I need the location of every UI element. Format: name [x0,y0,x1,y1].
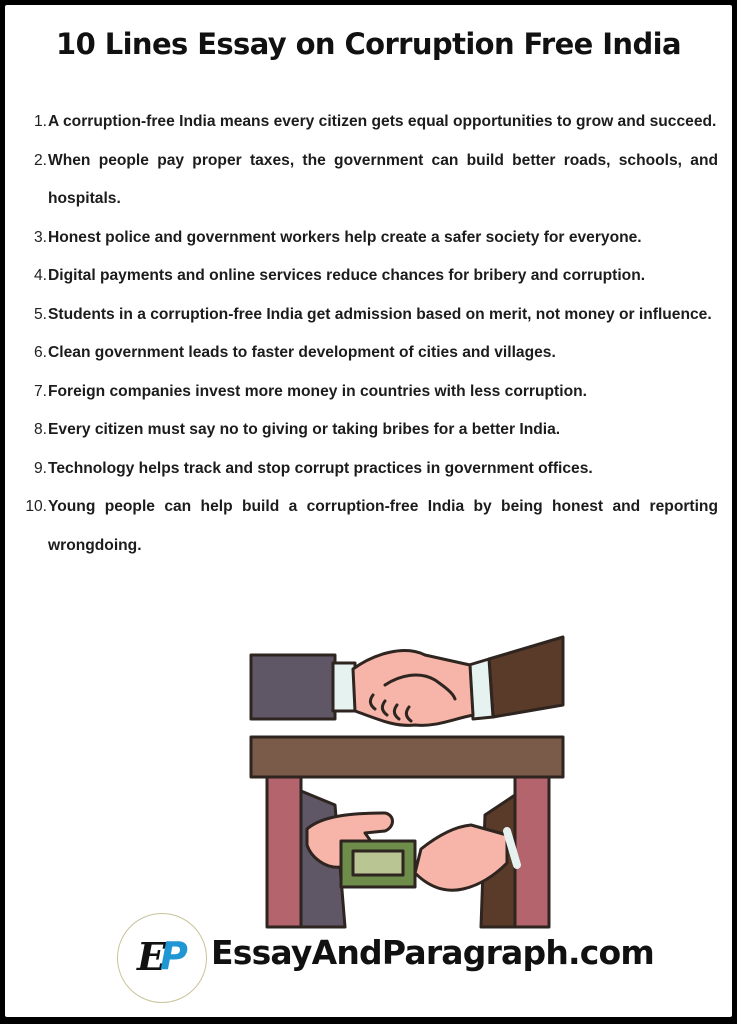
list-item [5,257,732,296]
line-text: Technology helps track and stop corrupt practices in government offices. [48,459,593,477]
line-number: 2. [33,151,47,169]
line-number: 7. [33,382,47,400]
bribery-under-table-icon [245,635,565,930]
line-number: 6. [33,344,47,361]
line-number: 10. [25,498,47,515]
list-item [5,411,732,450]
list-item [5,103,732,142]
line-text: When people pay proper taxes, the government can build better roads, schools, and hospitals. [48,151,718,207]
list-item [5,142,732,219]
line-text: A corruption-free India means every citizen gets equal opportunities to grow and succeed. [48,113,717,130]
page-title: 10 Lines Essay on Corruption Free India [56,27,681,61]
list-item [5,373,732,412]
list-item [5,219,732,258]
line-number: 8. [33,421,47,438]
logo-letter-p: P [160,934,188,978]
site-logo [117,913,207,1003]
list-item [5,450,732,489]
list-item [5,488,732,565]
line-text: Every citizen must say no to giving or taking bribes for a better India. [48,421,561,438]
line-number: 9. [33,459,47,477]
line-text: Students in a corruption-free India get admission based on merit, not money or influence. [48,305,712,323]
line-text: Honest police and government workers help create a safer society for everyone. [48,228,642,246]
line-number: 4. [33,267,47,284]
essay-page [5,5,732,1017]
essay-lines-list [5,103,732,565]
list-item [5,334,732,373]
line-text: Digital payments and online services reduce chances for bribery and corruption. [48,267,646,284]
line-text: Young people can help build a corruption-free India by being honest and reporting wrongdoing. [48,498,718,554]
site-brand-name: EssayAndParagraph.com [211,933,654,972]
list-item [5,296,732,335]
line-text: Clean government leads to faster development of cities and villages. [48,344,556,361]
line-number: 1. [33,113,47,130]
logo-letter-e: E [137,934,160,979]
line-text: Foreign companies invest more money in countries with less corruption. [48,382,587,400]
line-number: 5. [33,305,47,323]
line-number: 3. [33,228,47,246]
